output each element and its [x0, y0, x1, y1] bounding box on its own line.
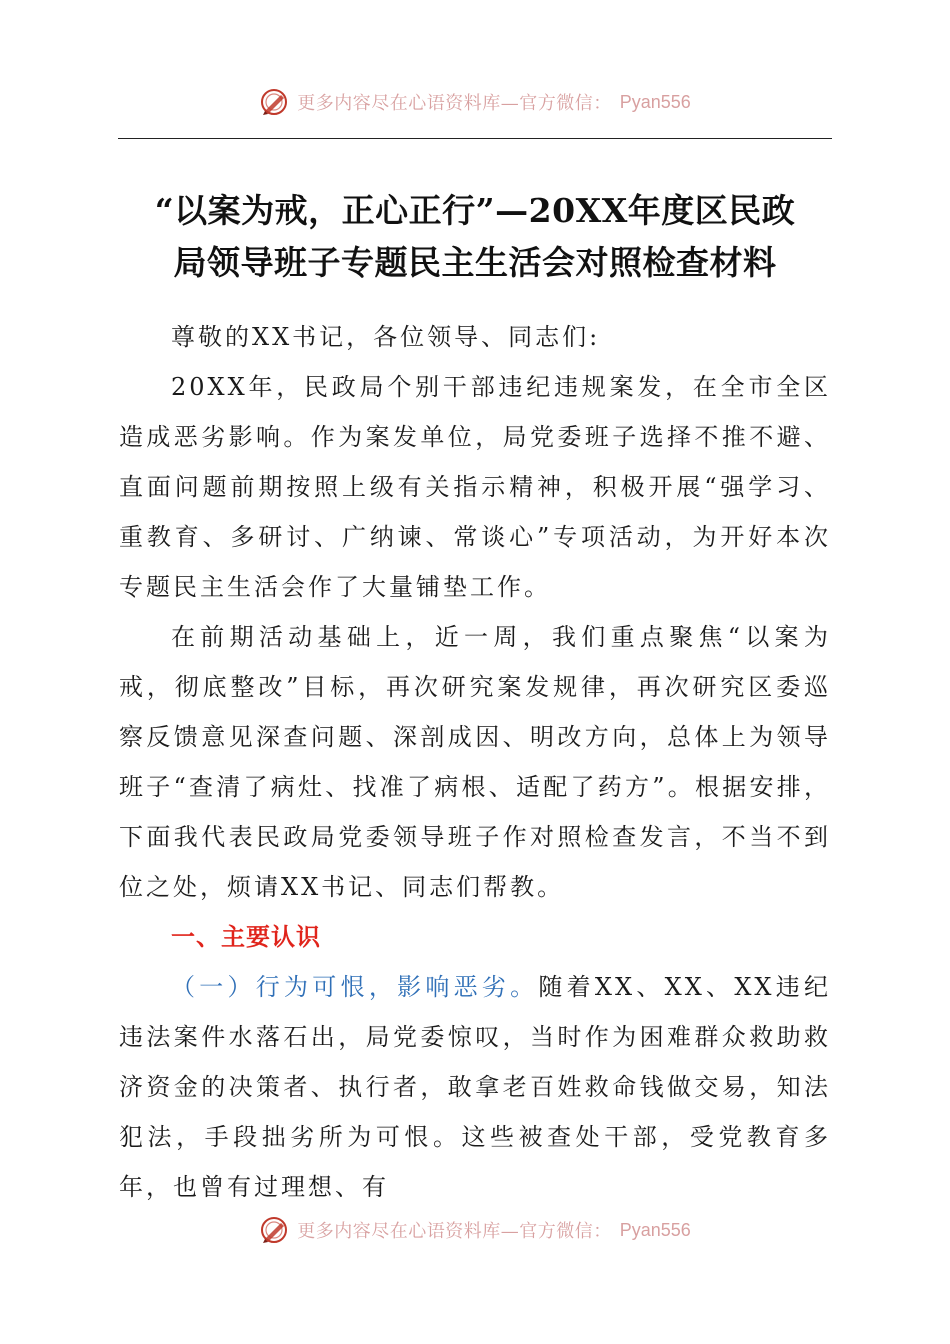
section-heading: [119, 912, 831, 962]
document-title: [100, 185, 850, 289]
footer-banner-wechat: Pyan556: [619, 1219, 691, 1240]
title-line-2: 局领导班子专题民主生活会对照检查材料: [173, 243, 777, 282]
section-1-heading: 一、主要认识: [171, 923, 321, 951]
paragraph-2: 在前期活动基础上，近一周，我们重点聚焦“以案为戒，彻底整改”目标，再次研究案发规律，再次研究区委巡察反馈意见深查问题、深剖成因、明改方向，总体上为领导班子“查清了病灶、找准了病根、适配了药方”。根据安排，下面我代表民政局党委领导班子作对照检查发言，不当不到位之处，烦请XX书记、同志们帮教。: [119, 623, 831, 901]
footer-banner: [0, 1210, 950, 1250]
subsection-1-text: 随着XX、XX、XX违纪违法案件水落石出，局党委惊叹，当时作为困难群众救助救济资金的决策者、执行者，敢拿老百姓救命钱做交易，知法犯法，手段拙劣所为可恨。这些被查处干部，受党教育多年，也曾有过理想、有: [119, 973, 832, 1201]
document-body: [119, 312, 831, 1212]
pen-circle-logo-icon: [259, 87, 289, 117]
pen-circle-logo-icon: [259, 1215, 289, 1245]
header-divider: [118, 138, 832, 139]
paragraph-1: 20XX年，民政局个别干部违纪违规案发，在全市全区造成恶劣影响。作为案发单位，局党委班子选择不推不避、直面问题前期按照上级有关指示精神，积极开展“强学习、重教育、多研讨、广纳谏、常谈心”专项活动，为开好本次专题民主生活会作了大量铺垫工作。: [119, 373, 831, 601]
subsection-1-lead: （一）行为可恨，影响恶劣。: [171, 973, 539, 1001]
header-banner-wechat: Pyan556: [619, 91, 691, 112]
footer-banner-text: 更多内容尽在心语资料库—官方微信：: [297, 1221, 612, 1242]
header-banner: [0, 82, 950, 122]
title-line-1: “以案为戒，正心正行”—20XX年度区民政: [154, 191, 796, 230]
header-banner-text: 更多内容尽在心语资料库—官方微信：: [297, 93, 612, 114]
salutation: 尊敬的XX书记，各位领导、同志们:: [171, 323, 601, 351]
paragraph-3: [119, 962, 831, 1212]
